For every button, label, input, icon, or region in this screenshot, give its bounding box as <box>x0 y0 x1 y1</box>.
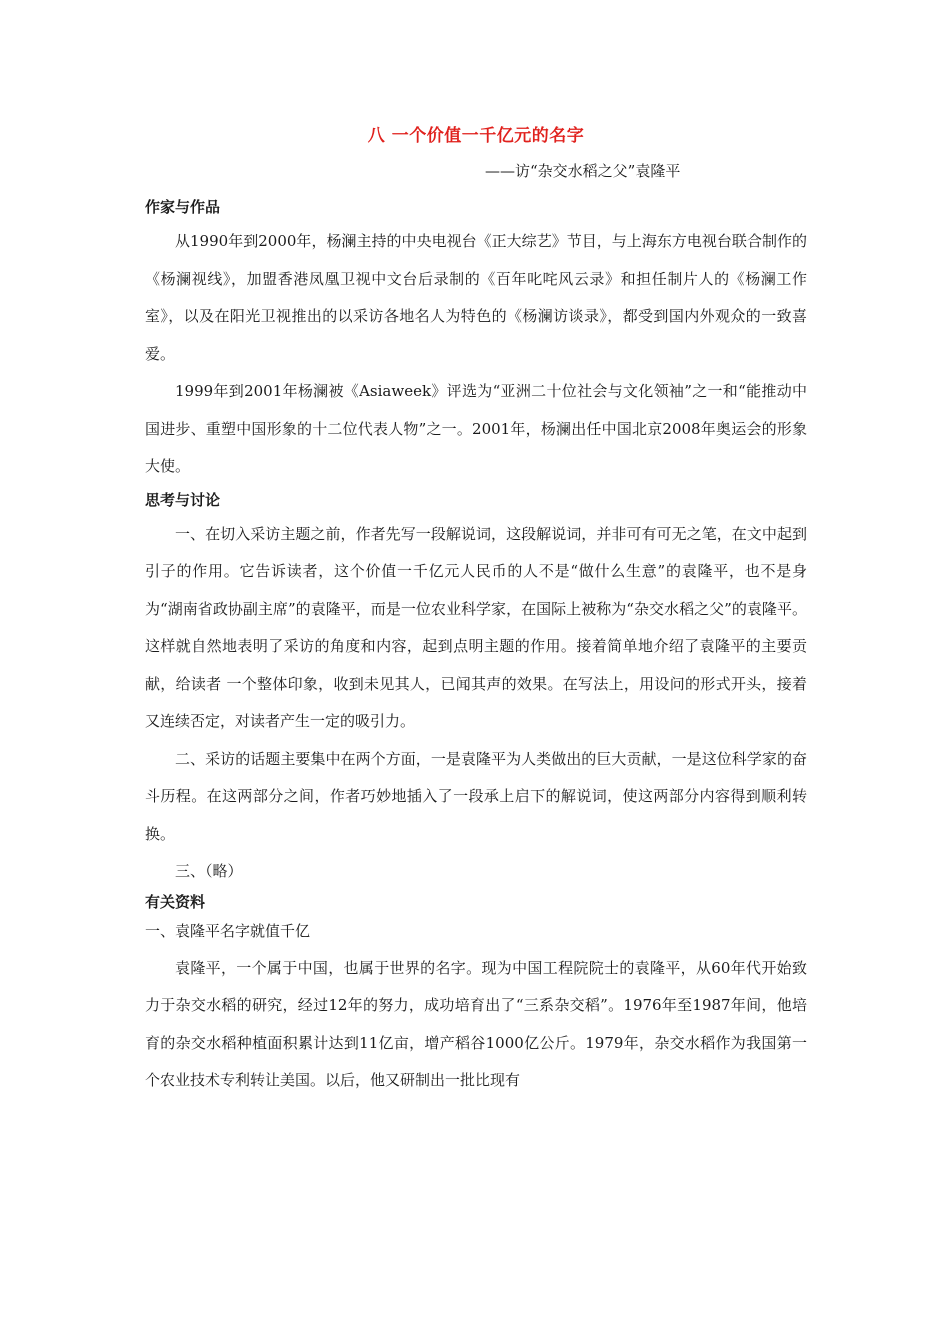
document-subtitle: ——访“杂交水稻之父”袁隆平 <box>485 162 681 180</box>
section-heading-references: 有关资料 <box>145 892 206 911</box>
document-body <box>145 196 807 1100</box>
paragraph: 二、采访的话题主要集中在两个方面，一是袁隆平为人类做出的巨大贡献，一是这位科学家的奋斗历程。在这两部分之间，作者巧妙地插入了一段承上启下的解说词，使这两部分内容得到顺利转换。 <box>145 749 807 843</box>
paragraph: 从1990年到2000年，杨澜主持的中央电视台《正大综艺》节目，与上海东方电视台联合制作的《杨澜视线》，加盟香港凤凰卫视中文台后录制的《百年叱咤风云录》和担任制片人的《杨澜工作室》，以及在阳光卫视推出的以采访各地名人为特色的《杨澜访谈录》，都受到国内外观众的一致喜爱。 <box>145 232 807 363</box>
document-title: 八 一个价值一千亿元的名字 <box>367 126 585 146</box>
section-heading-author-works: 作家与作品 <box>145 198 221 216</box>
subsection-heading: 一、袁隆平名字就值千亿 <box>145 921 311 940</box>
paragraph: 1999年到2001年杨澜被《Asiaweek》评选为“亚洲二十位社会与文化领袖”之一和“能推动中国进步、重塑中国形象的十二位代表人物”之一。2001年，杨澜出任中国北京2008年奥运会的形象大使。 <box>145 382 807 475</box>
paragraph: 一、在切入采访主题之前，作者先写一段解说词，这段解说词，并非可有可无之笔，在文中起到引子的作用。它告诉读者，这个价值一千亿元人民币的人不是“做什么生意”的袁隆平，也不是身为“湖南省政协副主席”的袁隆平，而是一位农业科学家，在国际上被称为“杂交水稻之父”的袁隆平。这样就自然地表明了采访的角度和内容，起到点明主题的作用。接着简单地介绍了袁隆平的主要贡献，给读者 一个整体印象，收到未见其人，已闻其声的效果。在写法上，用设问的形式开头，接着又连续否定，对读者产生一定的吸引力。 <box>145 524 807 730</box>
paragraph: 袁隆平，一个属于中国，也属于世界的名字。现为中国工程院院士的袁隆平，从60年代开始致力于杂交水稻的研究，经过12年的努力，成功培育出了“三系杂交稻”。1976年至1987年间，他培育的杂交水稻种植面积累计达到11亿亩，增产稻谷1000亿公斤。1979年，杂交水稻作为我国第一个农业技术专利转让美国。以后，他又研制出一批比现有 <box>145 958 807 1089</box>
section-heading-discussion: 思考与讨论 <box>145 490 221 509</box>
paragraph: 三、（略） <box>175 862 243 880</box>
